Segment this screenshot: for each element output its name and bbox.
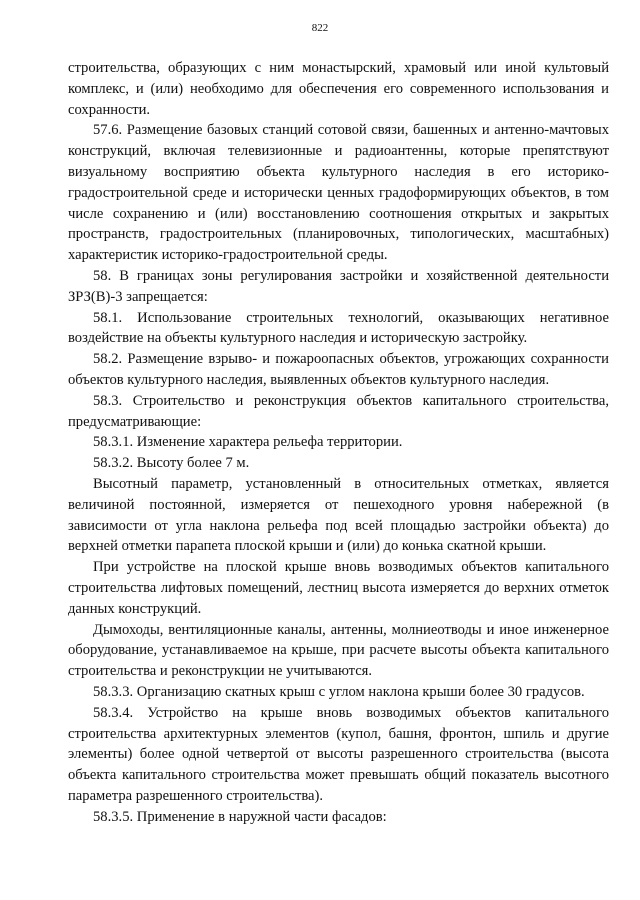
paragraph-57-6: 57.6. Размещение базовых станций сотовой связи, башенных и антенно-мачтовых конструкций, включая телевизионные и радиоантенны, которые препятствуют визуальному восприятию объекта культурного наследия в его историко-градостроительной среде и исторически ценных градоформирующих объектов, в том числе сохранению и (или) восстановлению соотношения открытых и закрытых пространств, градостроительных (планировочных, типологических, масштабных) характеристик историко-градостроительной среды.: [68, 122, 609, 264]
paragraph-58-3: 58.3. Строительство и реконструкция объектов капитального строительства, предусматривающие:: [68, 392, 609, 430]
page-number: 822: [311, 22, 329, 34]
paragraph-height-parameter: Высотный параметр, установленный в относительных отметках, является величиной постоянной, измеряется от пешеходного уровня набережной (в зависимости от угла наклона рельефа под всей площадью застройки объекта) до верхней отметки парапета плоской крыши и (или) до конька скатной крыши.: [68, 475, 609, 555]
paragraph-58-3-2: 58.3.2. Высоту более 7 м.: [93, 455, 250, 472]
document-body: [68, 58, 609, 827]
paragraph-continuation: строительства, образующих с ним монастырский, храмовый или иной культовый комплекс, и (или) необходимо для обеспечения его современного использования и сохранности.: [68, 60, 609, 118]
paragraph-58-3-1: 58.3.1. Изменение характера рельефа территории.: [93, 434, 403, 451]
paragraph-58-3-5: 58.3.5. Применение в наружной части фасадов:: [93, 808, 387, 825]
paragraph-58-1: 58.1. Использование строительных технологий, оказывающих негативное воздействие на объекты культурного наследия и историческую застройку.: [68, 309, 609, 347]
paragraph-flat-roof: При устройстве на плоской крыше вновь возводимых объектов капитального строительства лифтовых помещений, лестниц высота измеряется до верхних отметок данных конструкций.: [68, 559, 609, 617]
paragraph-58-2: 58.2. Размещение взрыво- и пожароопасных объектов, угрожающих сохранности объектов культурного наследия, выявленных объектов культурного наследия.: [68, 351, 609, 388]
paragraph-roof-equipment: Дымоходы, вентиляционные каналы, антенны, молниеотводы и иное инженерное оборудование, устанавливаемое на крыше, при расчете высоты объекта капитального строительства и реконструкции не учитываются.: [68, 621, 609, 680]
paragraph-58: 58. В границах зоны регулирования застройки и хозяйственной деятельности ЗРЗ(В)-3 запрещается:: [68, 267, 609, 305]
paragraph-58-3-4: 58.3.4. Устройство на крыше вновь возводимых объектов капитального строительства архитектурных элементов (купол, башня, фронтон, шпиль и другие элементы) более одной четвертой от высоты разрешенного строительства (высота объекта капитального строительства может превышать общий показатель высотного параметра разрешенного строительства).: [68, 704, 609, 804]
paragraph-58-3-3: 58.3.3. Организацию скатных крыш с углом наклона крыши более 30 градусов.: [93, 683, 585, 700]
